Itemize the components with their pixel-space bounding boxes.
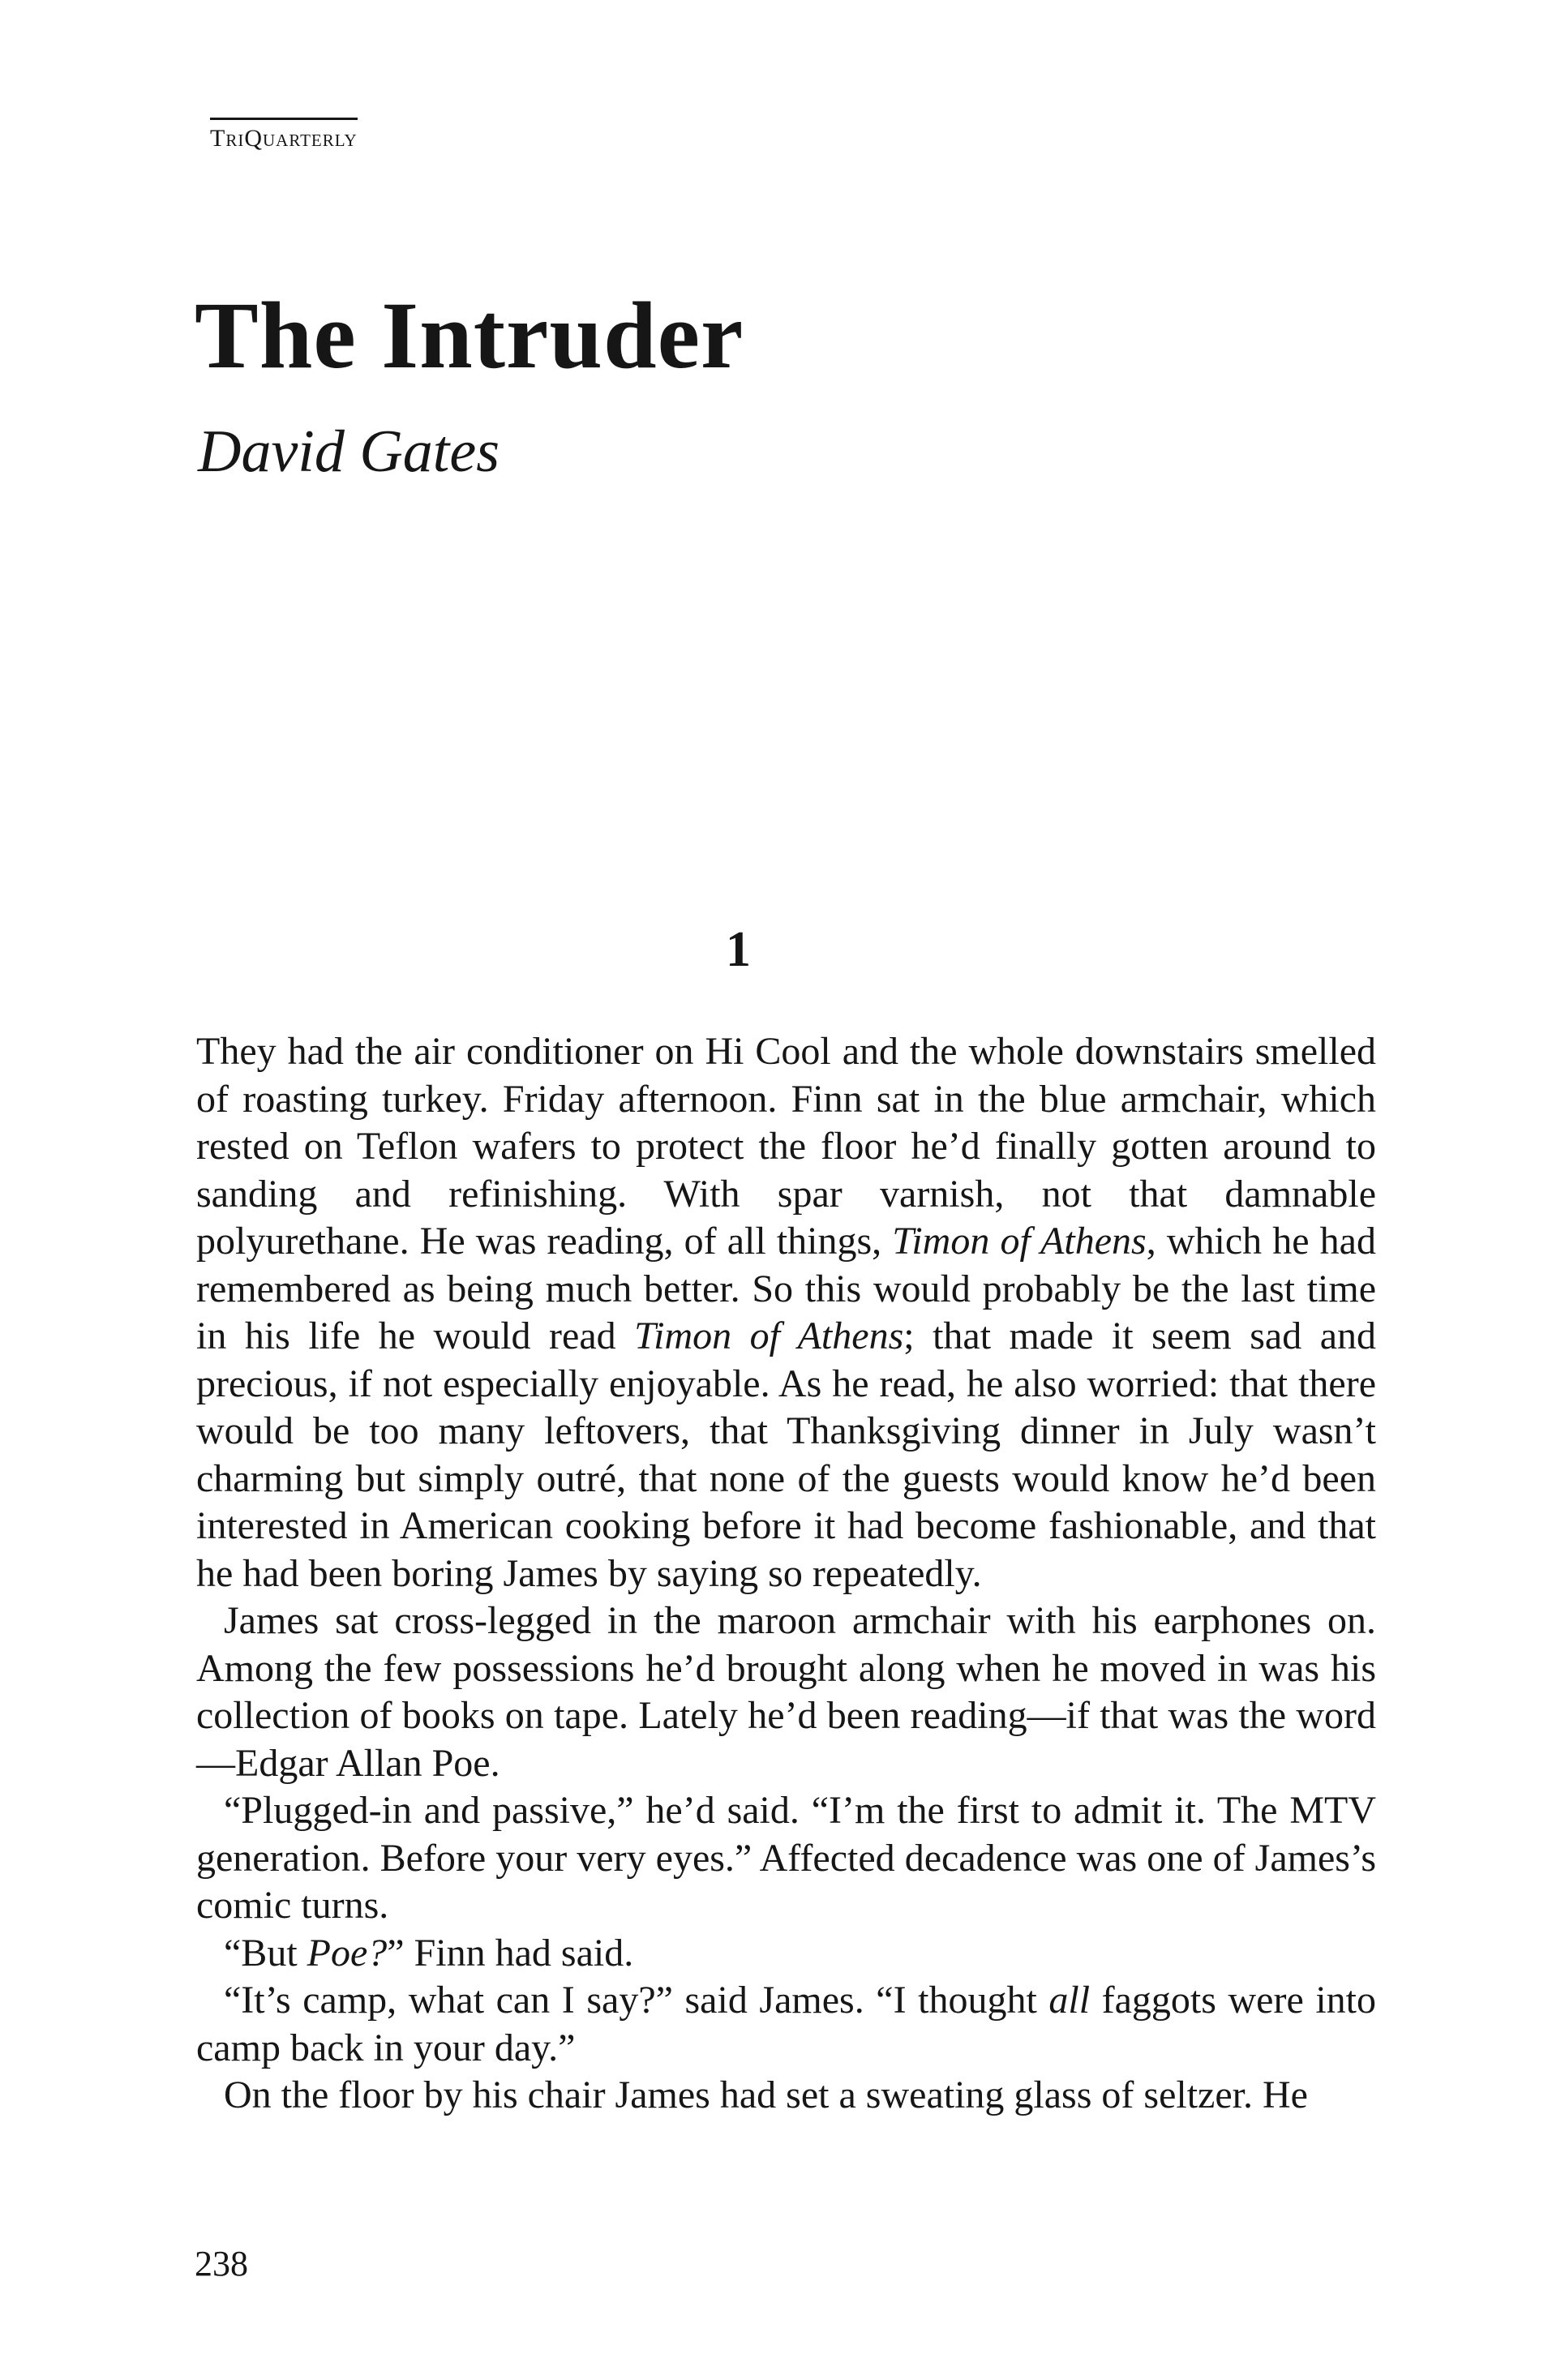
text-run: “But (224, 1931, 307, 1975)
italic-text: Timon of Athens (634, 1314, 904, 1357)
paragraph (196, 1597, 1376, 1787)
italic-text: Timon of Athens (892, 1220, 1147, 1263)
italic-text: all (1048, 1979, 1091, 2022)
text-run: “Plugged-in and passive,” he’d said. “I’m the first to admit it. The MTV generation. Before your very eyes.” Affected decadence was one of James’s comic turns. (196, 1789, 1376, 1927)
text-run: faggots were into camp back in your day.” (196, 1979, 1376, 2069)
text-run: On the floor by his chair James had set a sweating glass of seltzer. He (224, 2073, 1308, 2116)
italic-text: Poe? (307, 1931, 388, 1975)
author-name: David Gates (198, 418, 500, 485)
text-run: ” Finn had said. (387, 1931, 634, 1975)
text-run: They had the air conditioner on Hi Cool and the whole downstairs smelled of roasting turkey. Friday afternoon. Finn sat in the blue armchair, which rested on Teflon wafers to protect the floor he’d finally gotten around to sanding and refinishing. With spar varnish, not that damnable polyurethane. He was reading, of all things, (196, 1030, 1376, 1263)
paragraph (196, 2072, 1376, 2120)
paragraph (196, 1930, 1376, 1978)
text-run: ; that made it seem sad and precious, if not especially enjoyable. As he read, he also worried: that there would be too many leftovers, that Thanksgiving dinner in July wasn’t charming but simply outré, that none of the guests would know he’d been interested in American cooking before it had become fashionable, and that he had been boring James by saying so repeatedly. (196, 1314, 1376, 1595)
text-run: “It’s camp, what can I say?” said James. “I thought (224, 1979, 1049, 2022)
story-title: The Intruder (195, 282, 744, 388)
section-number: 1 (726, 922, 751, 977)
text-run: James sat cross-legged in the maroon armchair with his earphones on. Among the few possessions he’d brought along when he moved in was his collection of books on tape. Lately he’d been reading—if that was the word—Edgar Allan Poe. (196, 1599, 1376, 1785)
paragraph (196, 1977, 1376, 2072)
paragraph (196, 1028, 1376, 1597)
text-run: , which he had remembered as being much better. So this would probably be the last time in his life he would read (196, 1220, 1376, 1357)
paragraph (196, 1787, 1376, 1930)
running-head: TriQuarterly (210, 118, 358, 152)
story-body (196, 1028, 1376, 2120)
page-number: 238 (195, 2244, 248, 2284)
